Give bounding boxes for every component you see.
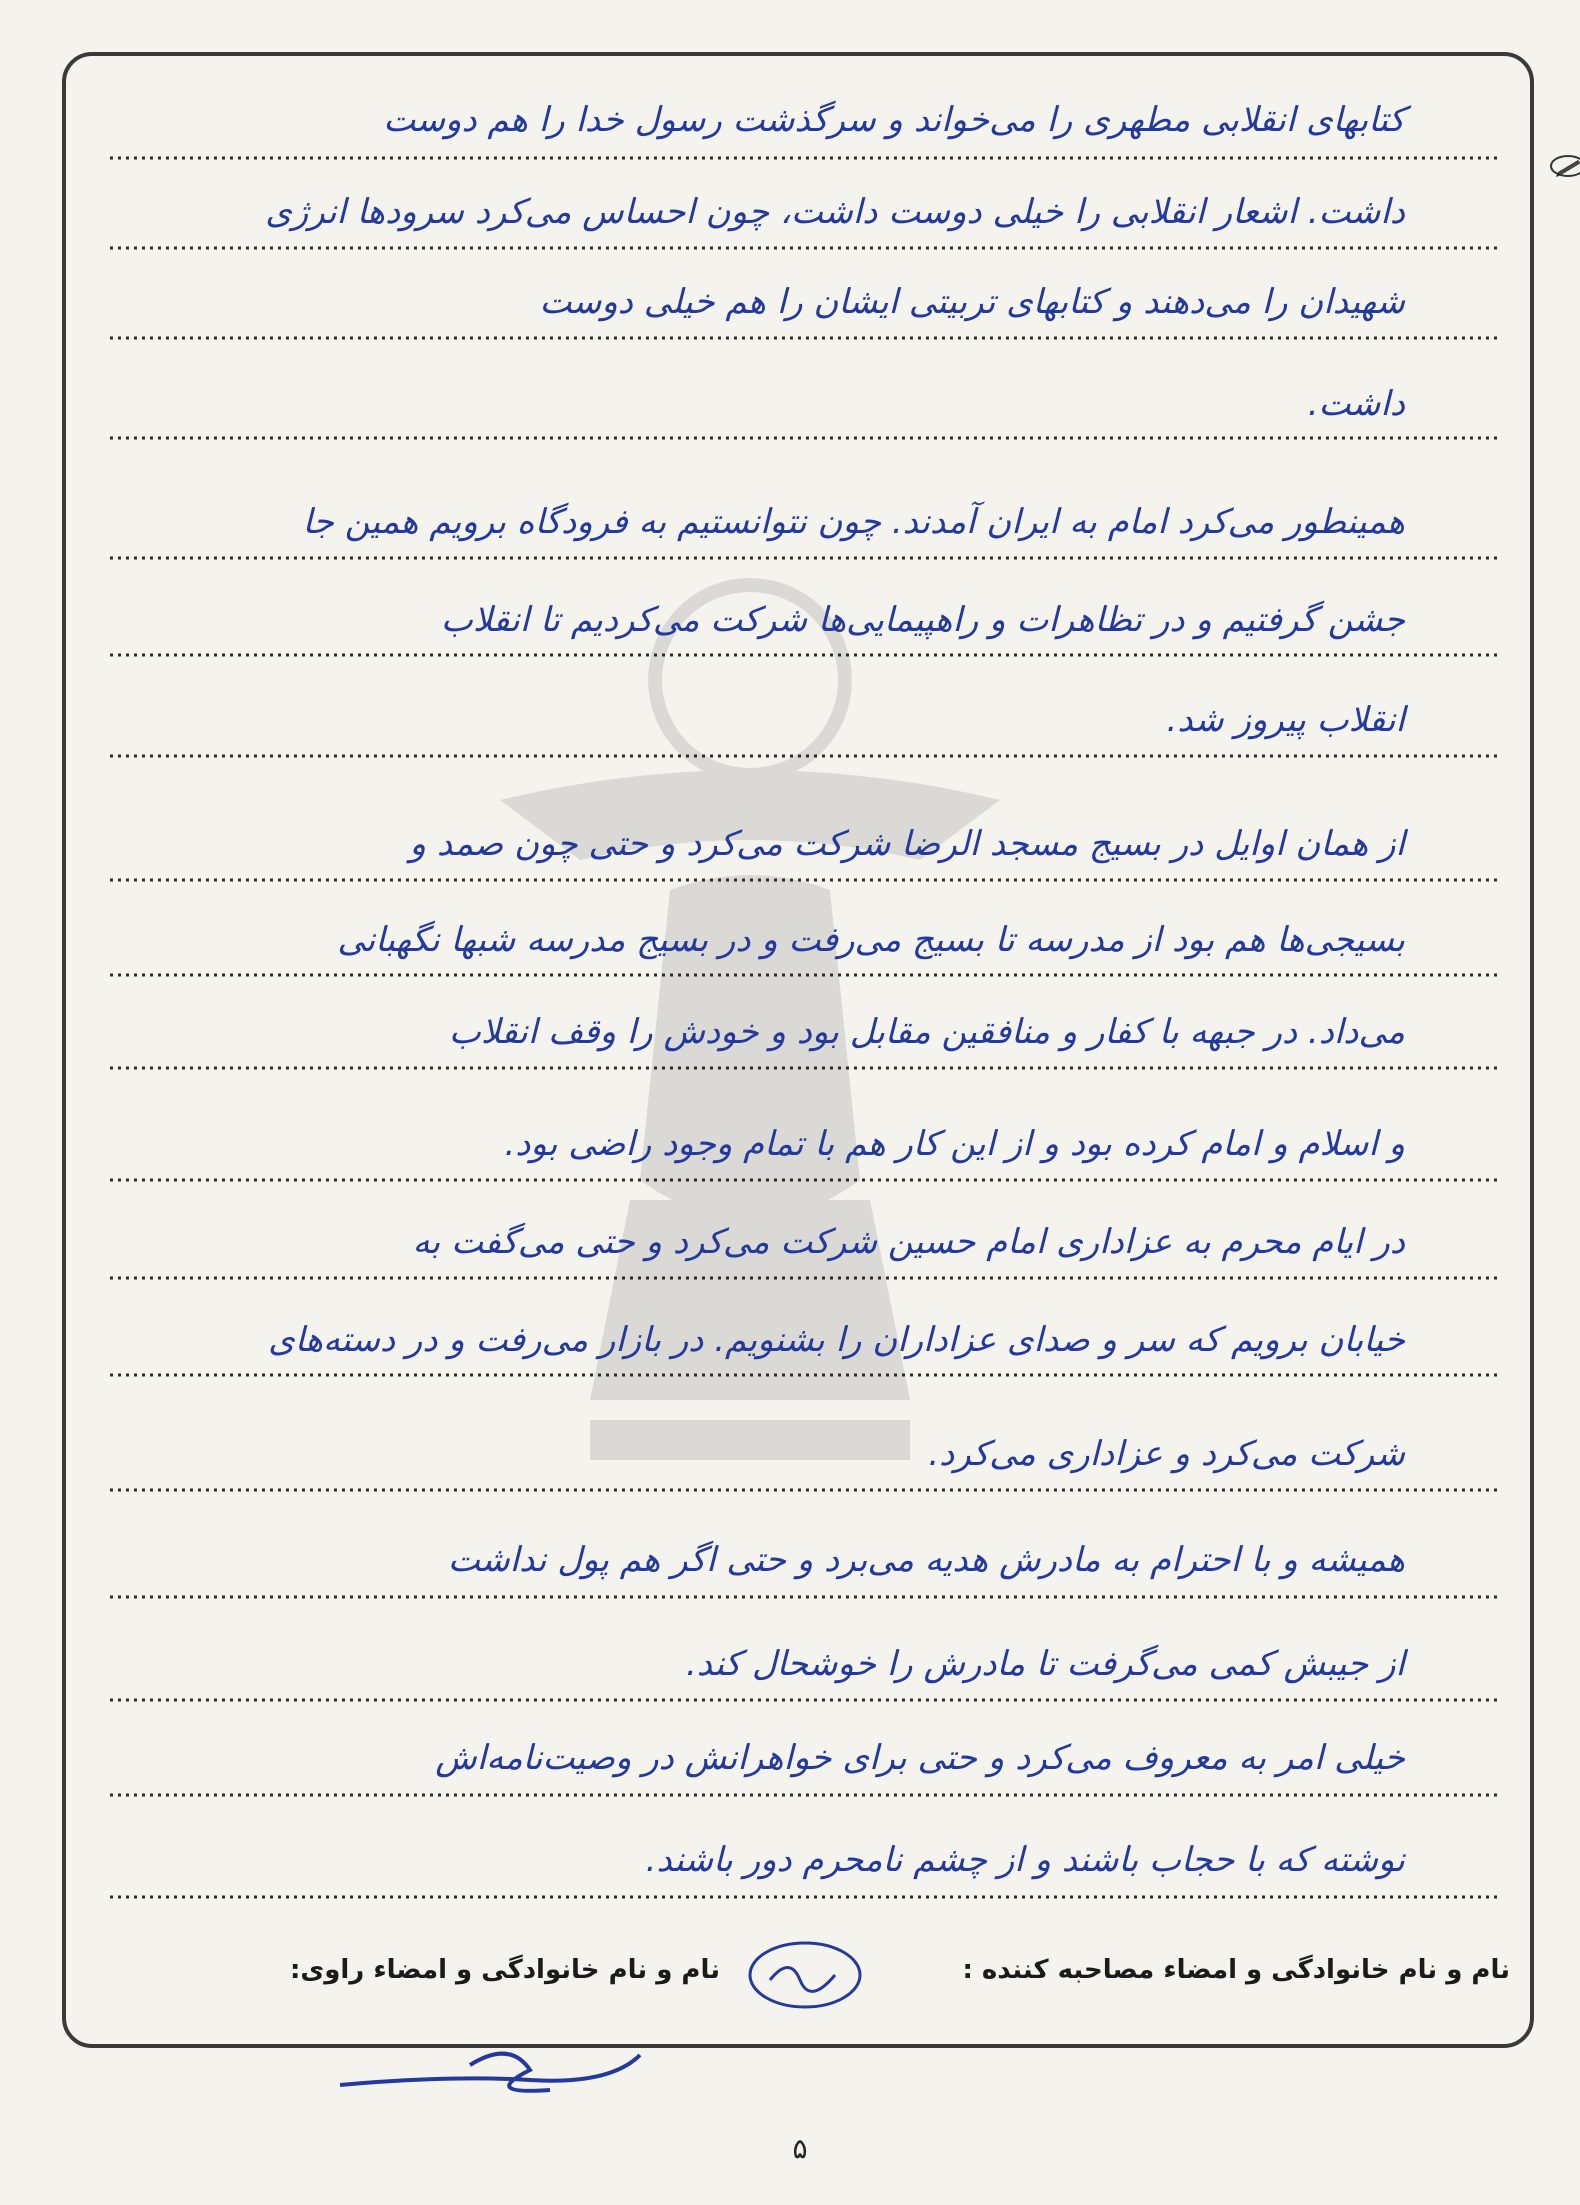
handwritten-line: خیلی امر به معروف می‌کرد و حتی برای خواهرانش در وصیت‌نامه‌اش <box>435 1738 1405 1778</box>
handwritten-line: کتابهای انقلابی مطهری را می‌خواند و سرگذشت رسول خدا را هم دوست <box>383 100 1405 140</box>
handwritten-line: همینطور می‌کرد امام به ایران آمدند. چون نتوانستیم به فرودگاه برویم همین جا <box>302 502 1405 542</box>
handwritten-line: داشت. اشعار انقلابی را خیلی دوست داشت، چون احساس می‌کرد سرودها انرژی <box>265 192 1405 232</box>
handwritten-line: شهیدان را می‌دهند و کتابهای تربیتی ایشان را هم خیلی دوست <box>539 282 1405 322</box>
pen-icon <box>1548 152 1580 180</box>
handwritten-line: انقلاب پیروز شد. <box>1166 700 1405 740</box>
handwritten-line: در ایام محرم به عزاداری امام حسین شرکت می‌کرد و حتی می‌گفت به <box>412 1222 1405 1262</box>
handwritten-line: شرکت می‌کرد و عزاداری می‌کرد. <box>928 1434 1405 1474</box>
handwritten-line: داشت. <box>1307 384 1405 424</box>
handwritten-line: از جیبش کمی می‌گرفت تا مادرش را خوشحال کند. <box>685 1644 1405 1684</box>
handwritten-line: می‌داد. در جبهه با کفار و منافقین مقابل بود و خودش را وقف انقلاب <box>448 1012 1405 1052</box>
handwritten-line: و اسلام و امام کرده بود و از این کار هم با تمام وجود راضی بود. <box>504 1124 1405 1164</box>
handwritten-line: همیشه و با احترام به مادرش هدیه می‌برد و حتی اگر هم پول نداشت <box>447 1540 1405 1580</box>
page-number: ۵ <box>792 2132 808 2165</box>
handwritten-line: از همان اوایل در بسیج مسجد الرضا شرکت می‌کرد و حتی چون صمد و <box>409 824 1405 864</box>
narrator-signature-label: نام و نام خانوادگی و امضاء راوی: <box>290 1955 720 1985</box>
handwritten-line: نوشته که با حجاب باشند و از چشم نامحرم دور باشند. <box>645 1840 1405 1880</box>
handwritten-line: جشن گرفتیم و در تظاهرات و راهپیمایی‌ها شرکت می‌کردیم تا انقلاب <box>440 600 1405 640</box>
interviewer-signature-label: نام و نام خانوادگی و امضاء مصاحبه کننده : <box>962 1955 1510 1985</box>
handwritten-line: خیابان برویم که سر و صدای عزاداران را بشنویم. در بازار می‌رفت و در دسته‌های <box>268 1320 1405 1360</box>
handwritten-line: بسیجی‌ها هم بود از مدرسه تا بسیج می‌رفت و در بسیج مدرسه شبها نگهبانی <box>337 920 1405 960</box>
narrator-signature <box>330 2035 650 2115</box>
interviewer-signature <box>740 1930 870 2020</box>
